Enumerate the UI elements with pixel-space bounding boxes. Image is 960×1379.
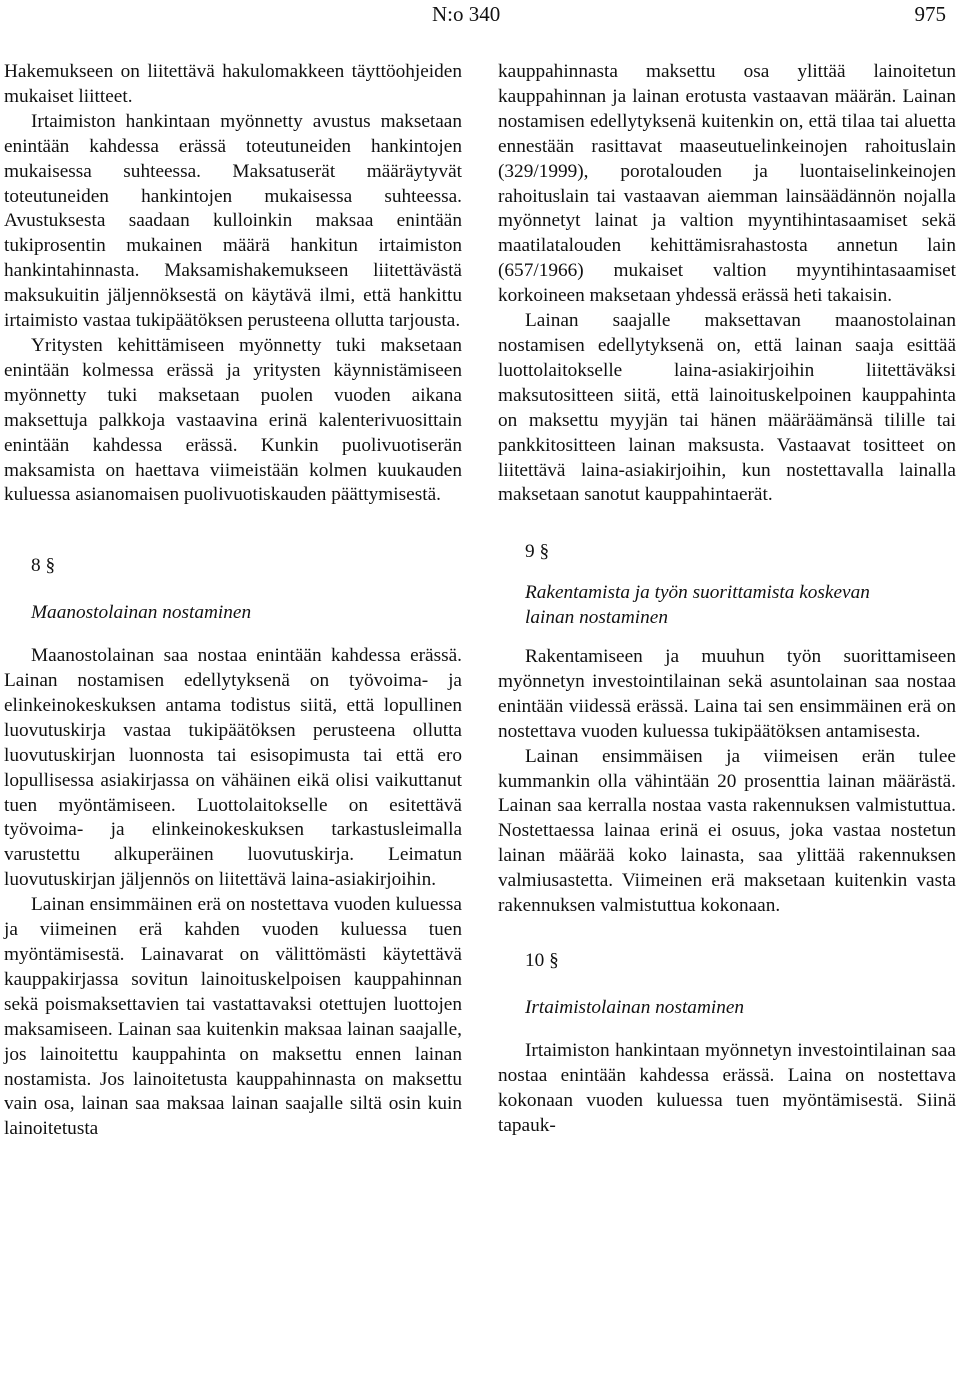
section-title: Irtaimistolainan nostaminen [525, 996, 745, 1018]
paragraph: Lainan ensimmäisen ja viimeisen erän tulee kummankin olla vähintään 20 prosenttia lainan määrästä. Lainan saa kerralla nostaa vasta rakennuksen valmistuttua. Nostettaessa lainaa erinä ei osuus, joka vastaa nostetun lainan määrää koko lainasta, saa ylittää rakennuksen valmiusastetta. Viimeinen erä maksetaan kuitenkin vasta rakennuksen valmistuttua kokonaan. [498, 745, 956, 917]
page-number: 975 [914, 2, 946, 26]
paragraph: Rakentamiseen ja muuhun työn suorittamiseen myönnetyn investointilainan sekä asuntolainan saa nostaa enintään viidessä erässä. Laina tai sen ensimmäinen erä on nostettava vuoden kuluessa tukipäätöksen antamisesta. [498, 646, 956, 742]
paragraph: Hakemukseen on liitettävä hakulomakkeen täyttöohjeiden mukaiset liitteet. [4, 61, 462, 107]
paragraph: Maanostolainan saa nostaa enintään kahdessa erässä. Lainan nostamisen edellytyksenä on työvoima- ja elinkeinokeskuksen antama todistus siitä, että lopullinen luovutuskirja vastaa tukipäätöksen perusteena ollutta luovutuskirjan luonnosta tai esisopimusta tai että ero lopullisessa asiakirjassa on vähäinen eikä olisi vaikuttanut tuen myöntämiseen. Luottolaitokselle on esitettävä työvoima- ja elinkeinokeskuksen tarkastusleimalla varustettu alkuperäinen luovutuskirja. Leimatun luovutuskirjan jäljennös on liitettävä laina-asiakirjoihin. [4, 645, 462, 891]
section-title: Maanostolainan nostaminen [31, 602, 252, 624]
paragraph: Irtaimiston hankintaan myönnetty avustus maksetaan enintään kahdessa erässä toteutuneiden hankintojen mukaisessa suhteessa. Maksatuserät määräytyvät toteutuneiden hankintojen mukaisessa suhteessa. Avustuksesta saadaan kulloinkin maksaa enintään tukiprosentin mukainen määrä hankitun irtaimiston hankintahinnasta. Maksamishakemukseen liitettävästä maksukuitin jäljennöksestä on käytävä ilmi, että hankittu irtaimisto vastaa tukipäätöksen perusteena ollutta tarjousta. [4, 110, 462, 332]
section-number: 8 § [31, 555, 56, 577]
paragraph: kauppahinnasta maksettu osa ylittää lainoitetun kauppahinnan ja lainan erotusta vastaavan määrän. Lainan nostamisen edellytyksenä kuitenkin on, että tilaa tai aluetta ennestään rasittavat maaseutuelinkeinojen rahoituslain (329/1999), porotalouden ja luontaiselinkeinojen rahoituslain tai vastaavan aiemman lainsäädännön nojalla myönnetyt lainat ja valtion myyntihintasaamiset sekä maatilatalouden kehittämisrahastosta annetun lain (657/1966) mukaiset valtion myyntihintasaamiset korkoineen maksetaan yhdessä erässä heti takaisin. [498, 61, 956, 307]
paragraph: Lainan saajalle maksettavan maanostolainan nostamisen edellytyksenä on, että lainan saaja esittää luottolaitokselle laina-asiakirjoihin liitettäväksi maksutositteen siitä, että lainoituskelpoinen kauppahinta on maksettu myyjän tai hänen määräämänsä tilille tai pankkitositteen lainan maksusta. Vastaavat tositteet on liitettävä laina-asiakirjoihin, kun nostettavalla lainalla maksetaan sanotut kauppahintaerät. [498, 310, 956, 506]
section-number: 9 § [525, 541, 550, 563]
left-column [4, 60, 462, 1142]
section-title: lainan nostaminen [525, 607, 668, 629]
paragraph: Yritysten kehittämiseen myönnetty tuki maksetaan enintään kolmessa erässä ja yritysten käynnistämiseen myönnetty tuki maksetaan puolen vuoden aikana maksettuja palkkoja vastaavina erinä kalenterivuosittain enintään kahdessa erässä. Kunkin puolivuotiserän maksamista on haettava viimeistään kolmen kuukauden kuluessa asianomaisen puolivuotiskauden päättymisestä. [4, 334, 462, 506]
page-header [0, 0, 960, 34]
section-number: 10 § [525, 950, 559, 971]
paragraph: Irtaimiston hankintaan myönnetyn investointilainan saa nostaa enintään kahdessa erässä. Laina on nostettava kokonaan vuoden kuluessa tuen myöntämisestä. Siinä tapauk- [498, 1039, 956, 1136]
document-number: N:o 340 [432, 2, 501, 26]
paragraph: Lainan ensimmäinen erä on nostettava vuoden kuluessa ja viimeinen erä kahden vuoden kuluessa tuen myöntämisestä. Lainavarat on välittömästi käytettävä kauppakirjassa sovitun lainoituskelpoisen kauppahinnan sekä poismaksettavien tai vastattavaksi otettujen luottojen maksamiseen. Lainan saa kuitenkin maksaa lainan saajalle, jos lainoitettu kauppahinta on maksettu ennen lainan nostamista. Jos lainoitetusta kauppahinnasta on maksettu vain osa, lainan saa maksaa lainan saajalle siltä osin kuin lainoitetusta [4, 894, 462, 1140]
section-title: Rakentamista ja työn suorittamista koskevan [525, 582, 870, 604]
right-column [498, 60, 956, 1138]
